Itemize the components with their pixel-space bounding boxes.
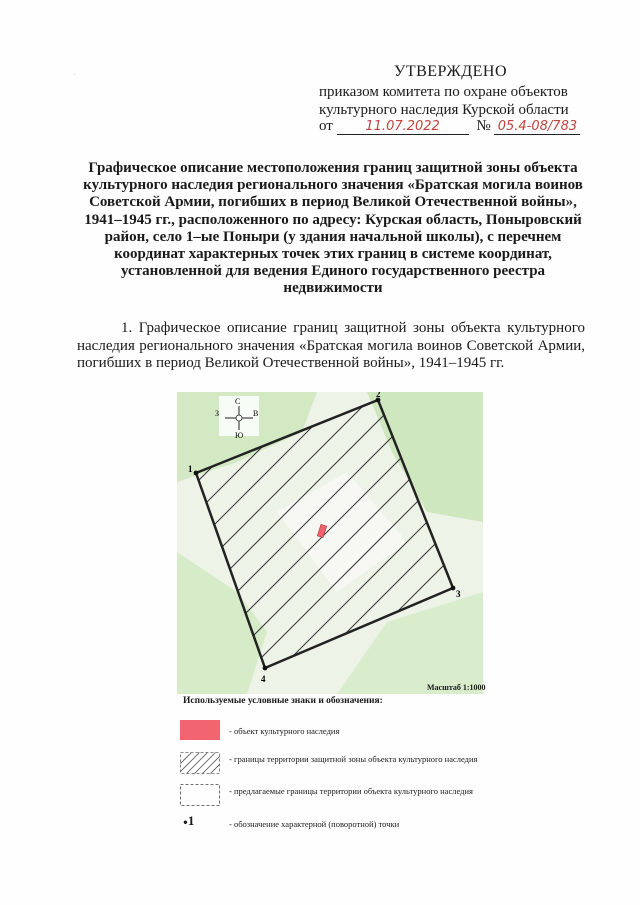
paragraph-1: 1. Графическое описание границ защитной зоны объекта культурного наследия регионального значения «Братская могила воинов Советской Армии, погибших в период Великой Отечественной войны», 1941–1945 гг. [77, 320, 585, 371]
point-3-dot [451, 586, 456, 591]
approval-line-2: культурного наследия Курской области [319, 102, 569, 118]
map-svg [177, 392, 483, 694]
legend-red-fill-symbol [180, 720, 220, 740]
map-scale: Масштаб 1:1000 [427, 683, 486, 692]
point-4-dot [263, 666, 268, 671]
legend-dashed-symbol [180, 784, 220, 806]
scan-speck: · [74, 73, 76, 78]
point-1-label: 1 [188, 464, 193, 474]
legend-hatch-symbol [180, 752, 220, 774]
legend-title: Используемые условные знаки и обозначения: [183, 696, 383, 706]
legend-item-protection-zone: - границы территории защитной зоны объекта культурного наследия [229, 754, 478, 764]
point-1-dot [194, 471, 199, 476]
legend-point-number: 1 [187, 813, 195, 828]
point-2-label: 2 [376, 392, 381, 399]
point-4-label: 4 [261, 674, 266, 684]
compass-north: С [235, 397, 241, 406]
compass-south: Ю [235, 431, 244, 440]
point-3-label: 3 [456, 589, 461, 599]
boundary-map [177, 392, 483, 694]
handwritten-date: 11.07.2022 [337, 119, 469, 135]
legend-point-symbol [183, 813, 194, 829]
compass-rose-icon [215, 396, 259, 440]
legend-item-heritage-object: - объект культурного наследия [229, 726, 340, 736]
document-title: Графическое описание местоположения границ защитной зоны объекта культурного наследия регионального значения «Братская могила воинов Советской Армии, погибших в период Великой Отечественной войны», 1941–1945 гг., расположенного по адресу: Курская область, Поныровский район, село 1–ые Поныри (у здания начальной школы), с перечнем координат характерных точек этих границ в системе координат, установленной для ведения Единого государственного реестра недвижимости [83, 160, 583, 297]
approval-date-line [319, 118, 580, 135]
date-prefix: от [319, 118, 333, 134]
handwritten-order-number: 05.4-08/783 [494, 119, 580, 135]
legend-item-characteristic-point: - обозначение характерной (поворотной) точки [229, 819, 400, 829]
legend-item-proposed-boundary: - предлагаемые границы территории объекта культурного наследия [229, 786, 473, 796]
point-dot-icon: ● [183, 817, 188, 827]
approval-line-1: приказом комитета по охране объектов [319, 84, 568, 100]
number-prefix: № [476, 118, 491, 134]
approval-title: УТВЕРЖДЕНО [394, 63, 508, 80]
compass-west: З [215, 409, 220, 418]
compass-east: В [253, 409, 259, 418]
